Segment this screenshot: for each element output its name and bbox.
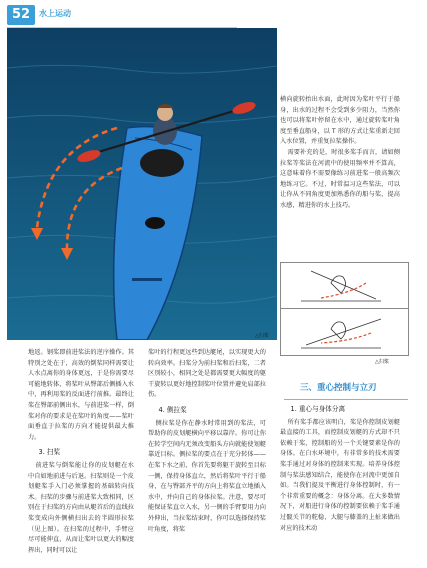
illustration-caption: △扫桨 bbox=[375, 359, 389, 365]
section-label: 水上运动 bbox=[39, 9, 71, 18]
paragraph: 侧拉桨是你在静水时常用到的桨法，可帮助你的皮划艇横向平移以靠岸。你可让你在转学空间内无须改变船头方向就能使划艇靠近目标。侧拉桨的要点在于充分转体——在桨下水之前，你首先要将躯干旋转至目标一侧，保持身体直立，然后将桨叶平行于船身，在与臀部齐平的方向上将桨直立地插入水中，并向自己的身体拉桨。注意，要尽可能保证桨直立入水，另一侧的手臂要用力向外伸出，当拉桨结束时，你可以选择保持桨叶角度，将桨 bbox=[148, 419, 266, 533]
sweep-stroke-illustration bbox=[280, 262, 409, 356]
paragraph: 地返。钢桨即前进桨法的逆序操作。其特别之处在于，高效的倒桨同样需要让人水点离你的身体更远，于是你需要尽可能地转体，将桨叶从臀部后侧插入水中，再利用桨的反面进行前推。最终让桨在臀部前侧出水，与前进桨一样，倒桨对你的要求是在桨叶的角度——桨叶面垂直于拉桨的方向才能提供最大推力。 bbox=[28, 349, 134, 441]
section-title: 三、重心控制与立刃 bbox=[300, 383, 377, 393]
paragraph: 需要补充的是，时很多桨手而言，请如侧拉桨等桨法在河流中的使用频率并不算高，这意味着你不需要像练习前进桨一般高频次地练习它。不过，时常温习这些桨法，可以让你从不同角度更加熟悉你的船与桨，提高水感，精进你的水上技巧。 bbox=[280, 148, 400, 209]
paragraph: 横向旋转抬出水面，此时因为桨叶平行于船身，出水的过程不会受到多少阻力，当然你也可以将桨叶停留在水中，通过旋转桨叶角度至垂直船身，以 T 形的方式让桨重新走回入水位置，并重复拉桨操作。 bbox=[280, 96, 400, 146]
paragraph: 前进桨与倒桨能让你的皮划艇在水中自如地前进与后退。扫桨则是一个皮划艇桨手入门必须掌握的基础转向技术。扫桨的步骤与前进桨大致相同，区别在于扫桨的方向由从艇首后的直线拉桨变成向外侧横扫出去的半圆形拉桨（见上图）。在扫桨的过程中，手臂应尽可能伸直，从而让桨叶以更大的幅度挥出，同时可以让 bbox=[28, 461, 134, 554]
photo-caption: △扫桨 bbox=[255, 333, 269, 339]
paragraph: 桨叶的行程更远些到达艇尾，以实现更大的转向效率。扫桨分为前扫桨和后扫桨，二者区别较小，相同之处是都需要更大幅度的躯干旋转以更好地控制桨叶位置并避免肩部拉伤。 bbox=[148, 349, 266, 399]
column-2 bbox=[148, 348, 266, 535]
page-number: 52 bbox=[7, 5, 35, 25]
subheading: 3. 扫桨 bbox=[38, 448, 61, 457]
column-1 bbox=[28, 348, 134, 556]
section-rule bbox=[284, 399, 408, 400]
illustration-divider bbox=[281, 308, 408, 309]
kayak-photo bbox=[7, 28, 277, 340]
subheading: 1. 重心与身体分离 bbox=[290, 405, 346, 413]
column-3-top bbox=[280, 95, 400, 212]
paragraph: 所有桨手都应该明白，桨是你控制皮划艇最直接的工具，而控制皮划艇的方式却不只依赖于桨，控制船的另一个关键要素是你的身体。在白水环境中，有非常多的技术需要桨手通过对身体的控制来实现。培养身体控制与桨法感知结合，能使你在河流中更加自如。当我们提及平衡进行身体控制时，有一个非常重要的概念：身体分离。在大多数情况下，对船进行身体的控制要依赖于桨手通过髋关节的舵稳，大腿与膝盖的上扯来做出对应的技术动 bbox=[280, 418, 400, 532]
subheading: 4. 侧拉桨 bbox=[158, 405, 187, 414]
column-3-bottom bbox=[280, 404, 400, 534]
